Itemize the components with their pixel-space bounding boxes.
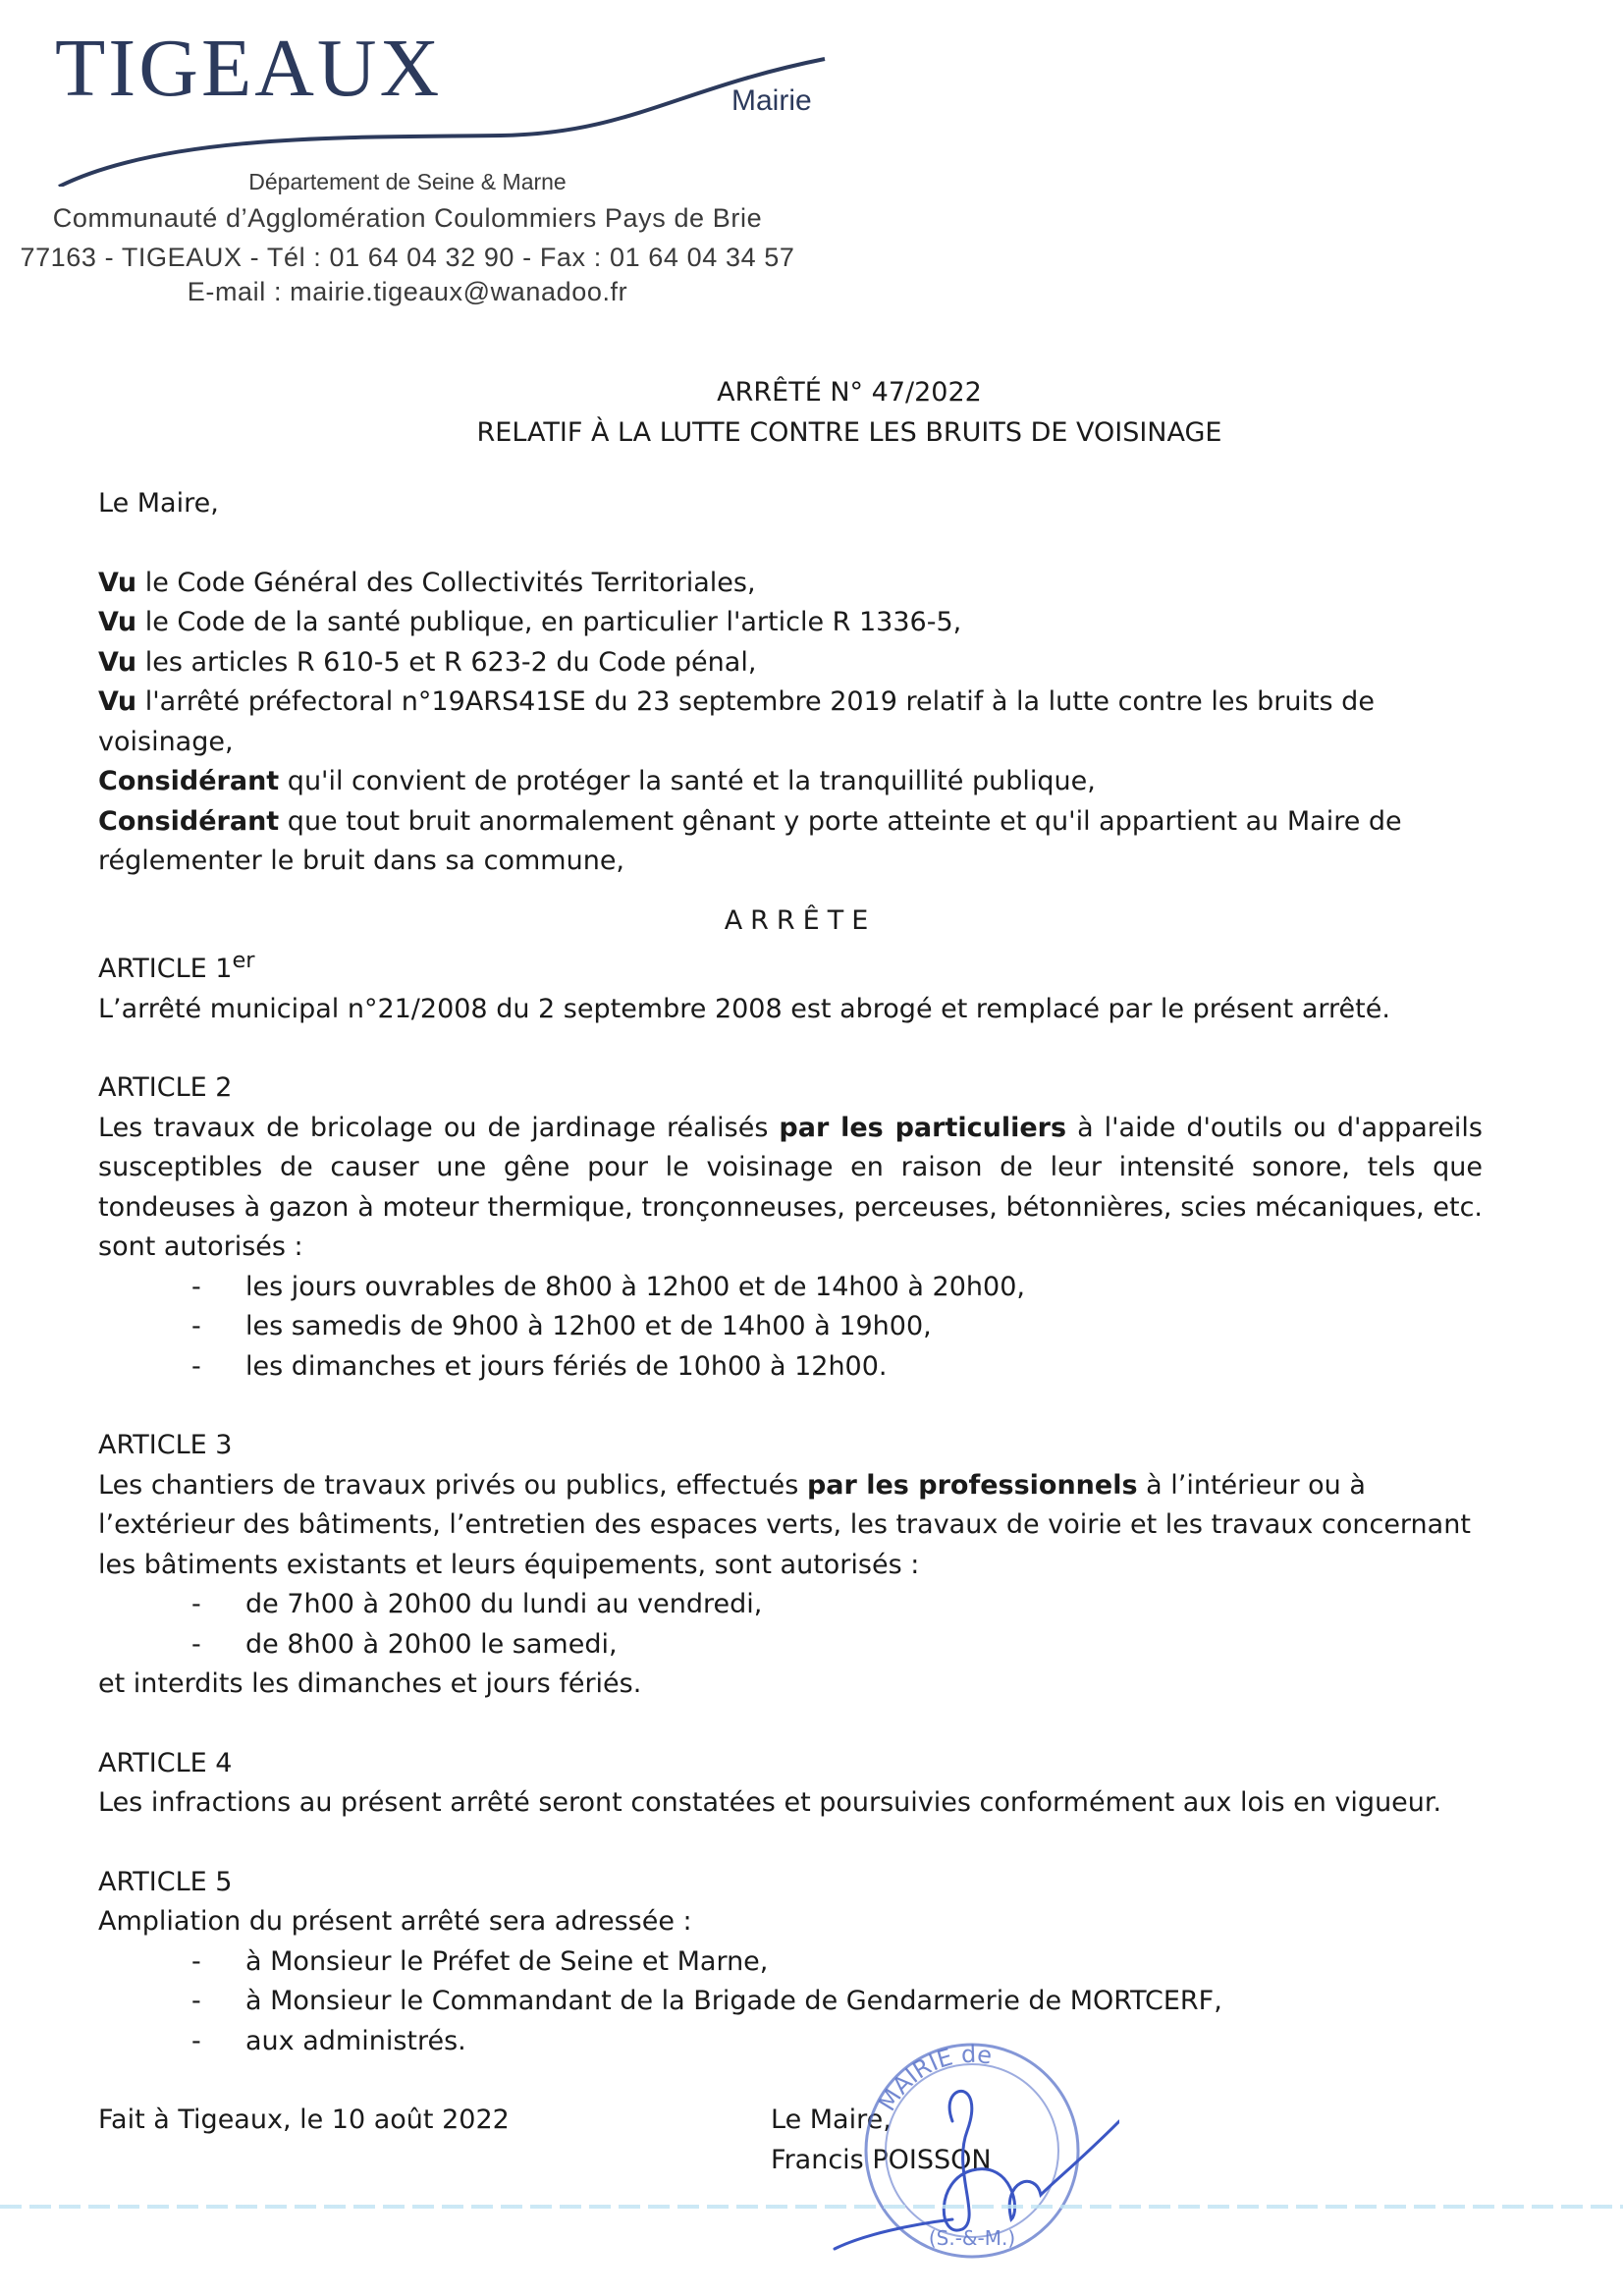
signer-role: Le Maire, — [771, 2105, 892, 2135]
article-3-text: Les chantiers de travaux privés ou publics, effectués par les professionnels à l’intérieur ou à l’extérieur des bâtiments, l’entretien des espaces verts, les travaux de voirie et les travaux concernant les bâtiments existants et leurs équipements, sont autorisés : — [98, 1469, 1471, 1580]
article-3-list — [98, 1585, 1483, 1665]
consideration-item: Considérant que tout bruit anormalement gênant y porte atteinte et qu'il appartient au Maire de réglementer le bruit dans sa commune, — [98, 805, 1402, 876]
decree-subject: RELATIF À LA LUTTE CONTRE LES BRUITS DE VOISINAGE — [476, 416, 1222, 448]
article-1-text: L’arrêté municipal n°21/2008 du 2 septembre 2008 est abrogé et remplacé par le présent arrêté. — [98, 993, 1390, 1024]
article-1-title: ARTICLE 1er — [98, 948, 255, 984]
community-line: Communauté d’Agglomération Coulommiers Pays de Brie — [52, 203, 763, 233]
article-3-title: ARTICLE 3 — [98, 1430, 233, 1460]
made-at-date: Fait à Tigeaux, le 10 août 2022 — [98, 2105, 510, 2135]
signer-name: Francis POISSON — [771, 2144, 992, 2175]
article-4-text: Les infractions au présent arrêté seront constatées et poursuivies conformément aux lois en vigueur. — [98, 1787, 1442, 1818]
list-item: - les jours ouvrables de 8h00 à 12h00 et de 14h00 à 20h00, — [98, 1268, 1483, 1308]
logo-subtitle: Mairie — [731, 84, 812, 117]
list-item: - de 7h00 à 20h00 du lundi au vendredi, — [98, 1585, 1483, 1625]
article-2-title: ARTICLE 2 — [98, 1072, 233, 1103]
scan-artifact-line — [0, 2205, 1623, 2209]
article-5-text: Ampliation du présent arrêté sera adressée : — [98, 1906, 692, 1937]
spacer — [98, 1705, 1483, 1744]
decree-heading — [98, 373, 1483, 453]
logo-title: TIGEAUX — [55, 23, 443, 114]
mairie-stamp-icon — [825, 2023, 1119, 2278]
spacer — [98, 1029, 1483, 1068]
stamp-text: MAIRIE de — [873, 2040, 994, 2116]
article-2-text: Les travaux de bricolage ou de jardinage réalisés par les particuliers à l'aide d'outils ou d'appareils susceptibles de causer une gêne pour le voisinage en raison de leur intensité sonore, tels que tondeuses à gazon à moteur thermique, tronçonneuses, perceuses, bétonnières, scies mécaniques, etc. sont autorisés : — [98, 1112, 1484, 1262]
spacer — [98, 2061, 1483, 2101]
signature-row — [98, 2101, 1483, 2189]
article-5-title: ARTICLE 5 — [98, 1866, 233, 1897]
list-item: - les dimanches et jours fériés de 10h00 à 12h00. — [98, 1347, 1483, 1388]
decree-body — [98, 373, 1483, 2189]
considerations-list — [98, 564, 1483, 882]
consideration-item: Vu le Code de la santé publique, en particulier l'article R 1336-5, — [98, 607, 962, 637]
list-item: - de 8h00 à 20h00 le samedi, — [98, 1625, 1483, 1666]
consideration-item: Vu les articles R 610-5 et R 623-2 du Code pénal, — [98, 646, 757, 678]
spacer — [98, 524, 1483, 564]
arrete-heading: ARRÊTE — [724, 904, 877, 936]
department-line: Département de Seine & Marne — [248, 169, 567, 194]
email-line: E-mail : mairie.tigeaux@wanadoo.fr — [187, 277, 628, 306]
article-5-list — [98, 1942, 1483, 2062]
consideration-item: Vu l'arrêté préfectoral n°19ARS41SE du 23 septembre 2019 relatif à la lutte contre les bruits de voisinage, — [98, 686, 1375, 757]
list-item: - à Monsieur le Commandant de la Brigade de Gendarmerie de MORTCERF, — [98, 1982, 1483, 2022]
consideration-item: Considérant qu'il convient de protéger la santé et la tranquillité publique, — [98, 766, 1096, 796]
letterhead — [20, 20, 844, 314]
article-3-closing: et interdits les dimanches et jours fériés. — [98, 1668, 642, 1699]
article-2-list — [98, 1268, 1483, 1388]
decree-number: ARRÊTÉ N° 47/2022 — [717, 377, 982, 408]
opening: Le Maire, — [98, 488, 219, 519]
article-4-title: ARTICLE 4 — [98, 1747, 233, 1778]
spacer — [98, 1387, 1483, 1426]
list-item: - les samedis de 9h00 à 12h00 et de 14h00 à 19h00, — [98, 1307, 1483, 1347]
spacer — [98, 1824, 1483, 1863]
list-item: - aux administrés. — [98, 2022, 1483, 2062]
stamp-bottom-text: (S.-&-M.) — [928, 2226, 1016, 2250]
address-phone-line: 77163 - TIGEAUX - Tél : 01 64 04 32 90 - Fax : 01 64 04 34 57 — [20, 243, 795, 272]
consideration-item: Vu le Code Général des Collectivités Territoriales, — [98, 567, 756, 598]
list-item: - à Monsieur le Préfet de Seine et Marne, — [98, 1942, 1483, 1983]
